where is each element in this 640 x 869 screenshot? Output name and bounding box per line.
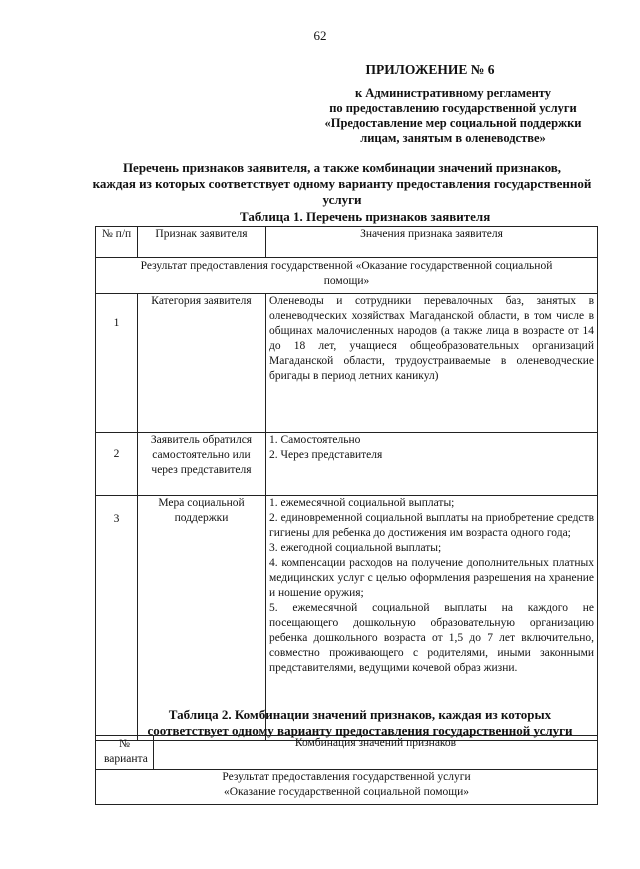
heading-line: услуги [322, 192, 362, 207]
row-sign: Заявитель обратился самостоятельно или через представителя [138, 433, 266, 496]
table-row [96, 496, 598, 741]
result-cell [96, 770, 598, 805]
row-num: 2 [96, 433, 138, 496]
heading-line: каждая из которых соответствует одному варианту предоставления государственной [92, 176, 592, 191]
page-number: 62 [313, 28, 327, 43]
value-item: 2. единовременной социальной выплаты на приобретение средств гигиены для ребенка до достижения им возраста одного года; [269, 512, 594, 539]
header-variant-num: № варианта [96, 736, 154, 770]
document-heading [92, 160, 592, 208]
row-sign: Мера социальной поддержки [138, 496, 266, 741]
table-header-row [96, 736, 598, 770]
result-line: «Оказание государственной социальной помощи» [223, 786, 470, 798]
combinations-table [95, 735, 598, 805]
appendix-subtitle-line: лицам, занятым в оленеводстве» [360, 131, 546, 145]
result-cell: Результат предоставления государственной «Оказание государственной социальной помощи» [96, 258, 598, 294]
heading-line: Перечень признаков заявителя, а также комбинации значений признаков, [122, 160, 562, 175]
table2-caption-line: Таблица 2. Комбинации значений признаков, каждая из которых [168, 707, 552, 722]
row-values [266, 433, 598, 496]
row-num: 3 [96, 496, 138, 741]
value-item: 3. ежегодной социальной выплаты; [269, 542, 442, 554]
table-header-row [96, 227, 598, 258]
value-item: 1. ежемесячной социальной выплаты; [269, 497, 455, 509]
applicant-signs-table [95, 226, 598, 741]
appendix-subtitle-line: по предоставлению государственной услуги [329, 101, 577, 115]
table-row [96, 433, 598, 496]
row-sign: Категория заявителя [138, 294, 266, 433]
appendix-title: ПРИЛОЖЕНИЕ № 6 [365, 62, 495, 77]
table-result-row [96, 770, 598, 805]
header-sign: Признак заявителя [138, 227, 266, 258]
value-item: Оленеводы и сотрудники перевалочных баз, занятых в оленеводческих хозяйствах Магаданской области, в том числе в общинах малочисленных народов (а также лица в возрасте от 14 до 18 лет, учащиеся общеобразовательных организаций Магаданской области, трудоустраиваемые в оленеводческие бригады в период летних каникул) [269, 295, 594, 382]
value-item: 1. Самостоятельно [269, 434, 361, 446]
table2-caption-line: соответствует одному варианту предоставления государственной услуги [147, 723, 573, 738]
table-result-row [96, 258, 598, 294]
header-num: № п/п [96, 227, 138, 258]
result-line: Результат предоставления государственной услуги [222, 771, 471, 783]
table-row [96, 294, 598, 433]
header-combination: Комбинация значений признаков [154, 736, 598, 770]
row-values [266, 496, 598, 741]
value-item: 5. ежемесячной социальной выплаты на каждого не посещающего дошкольную образовательную организацию ребенка дошкольного возраста от 1,5 до 7 лет включительно, совместно проживающего с родителями, иными законными представителями, ведущими кочевой образ жизни. [269, 602, 594, 674]
appendix-subtitle-line: «Предоставление мер социальной поддержки [324, 116, 582, 130]
table1-caption: Таблица 1. Перечень признаков заявителя [240, 209, 491, 224]
header-values: Значения признака заявителя [266, 227, 598, 258]
row-num: 1 [96, 294, 138, 433]
appendix-subtitle [318, 86, 588, 146]
row-values [266, 294, 598, 433]
value-item: 2. Через представителя [269, 449, 383, 461]
appendix-subtitle-line: к Административному регламенту [354, 86, 551, 100]
value-item: 4. компенсации расходов на получение дополнительных платных медицинских услуг с целью оформления разрешения на хранение и ношение оружия; [269, 557, 594, 599]
